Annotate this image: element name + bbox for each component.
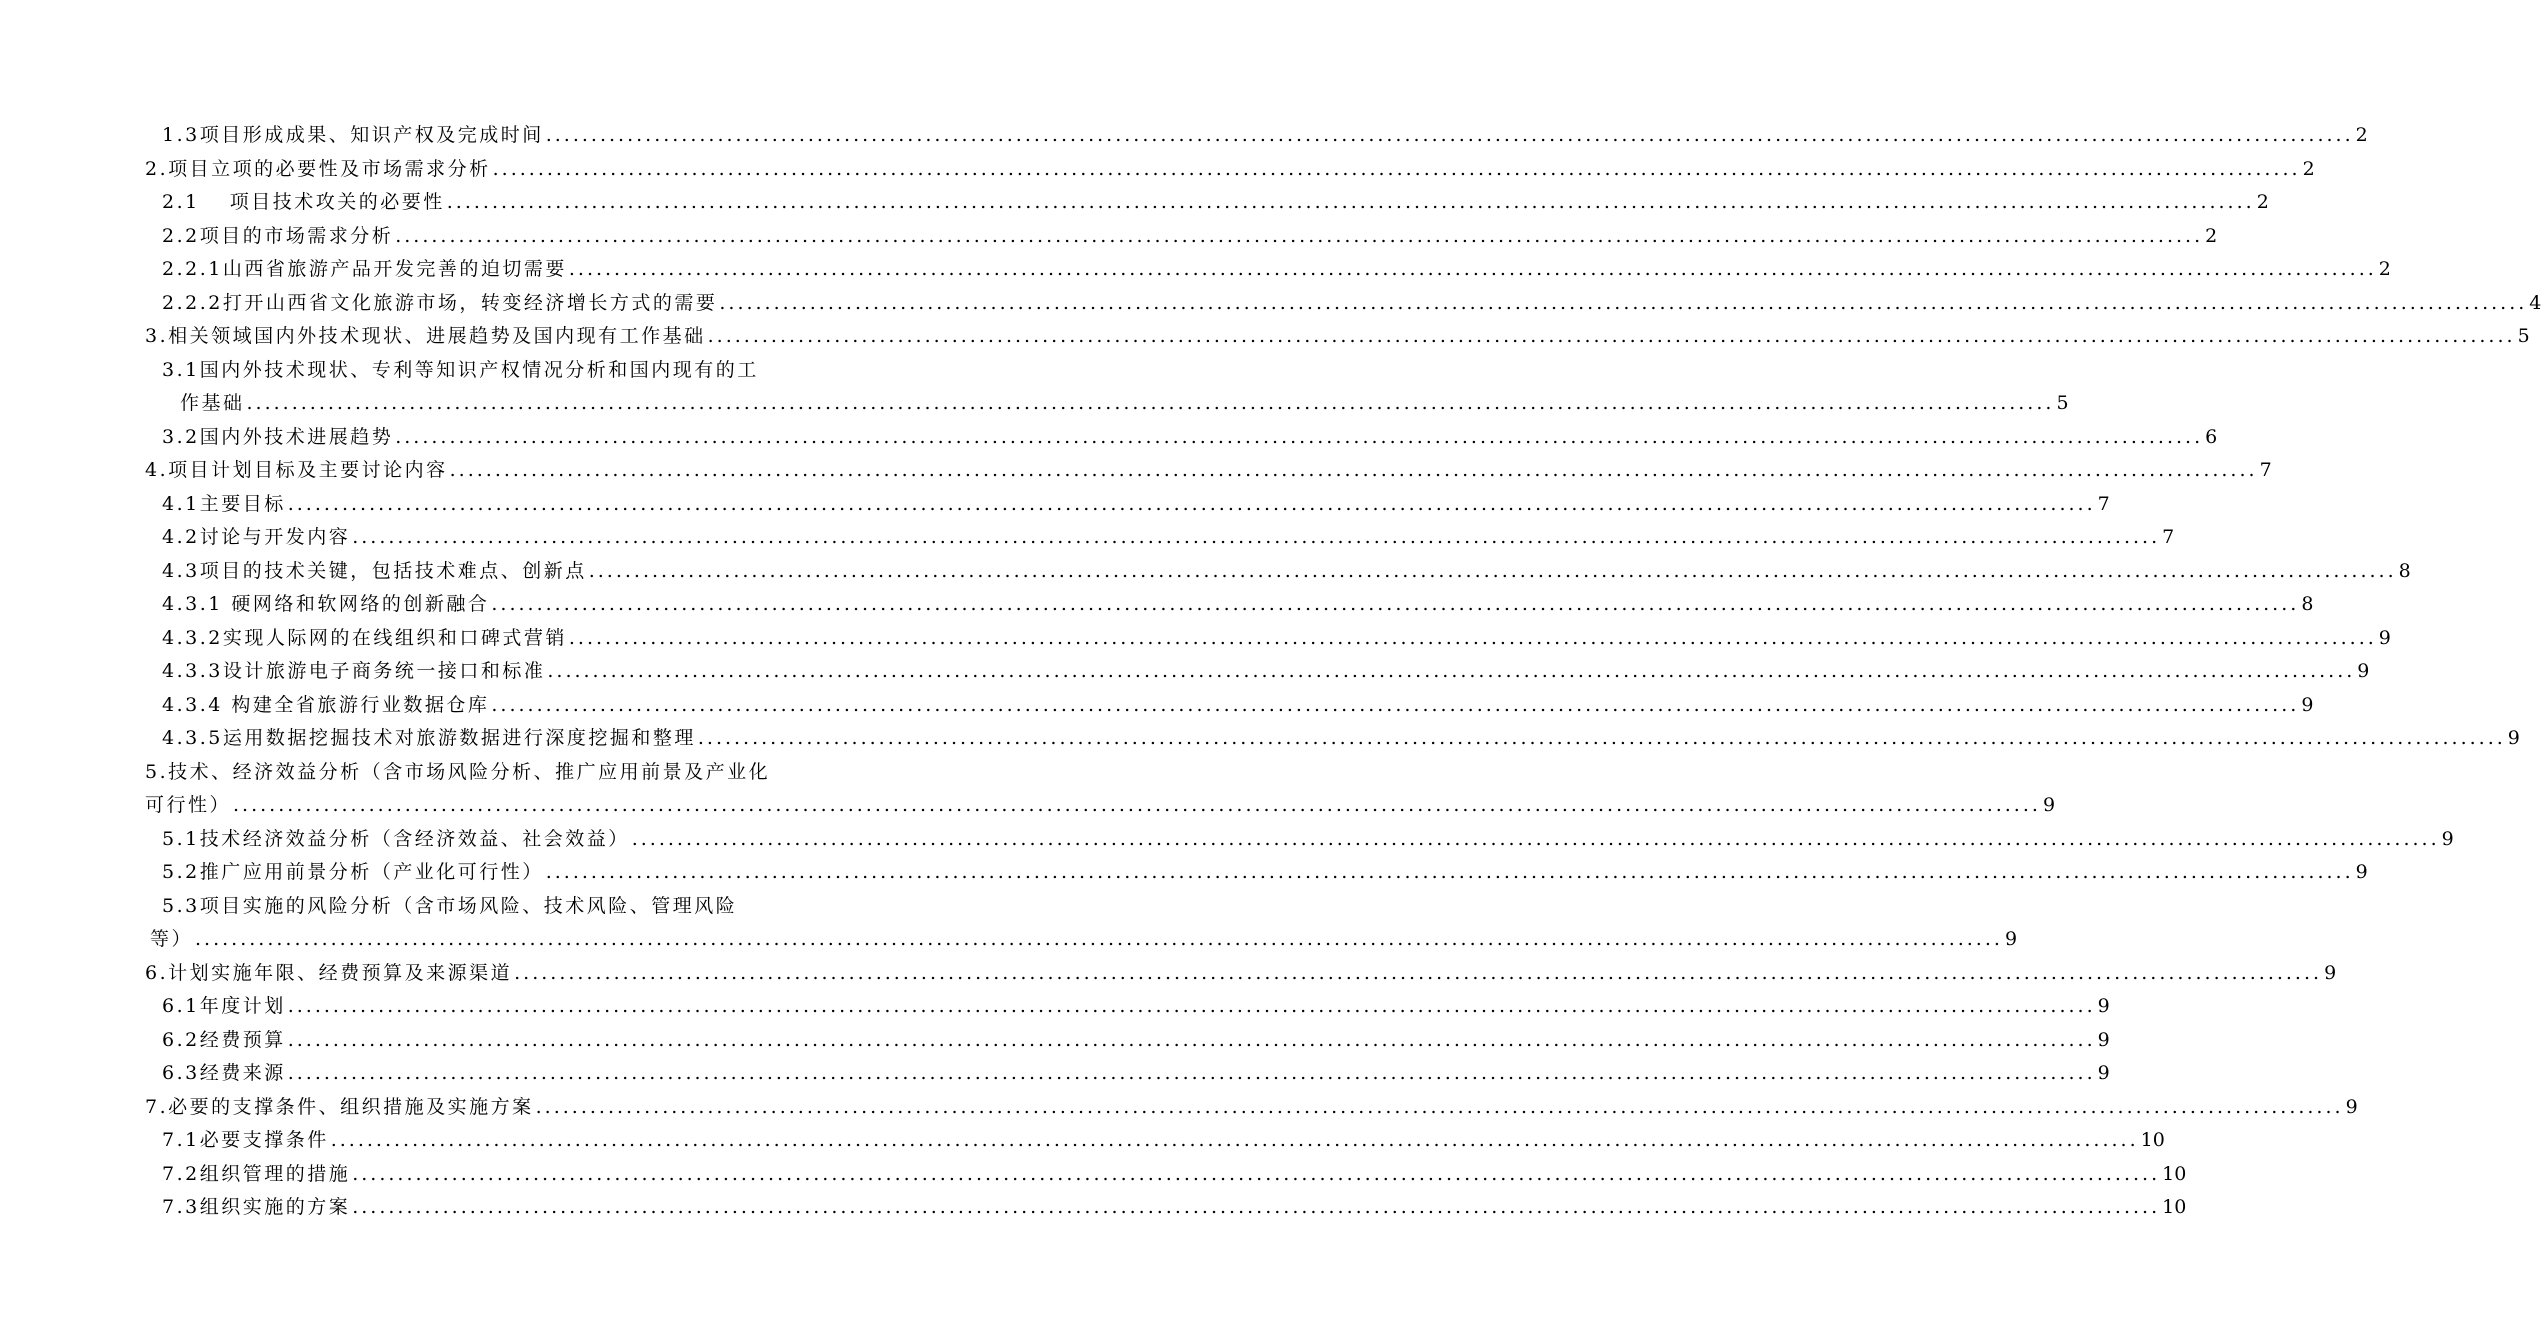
toc-page-number: 2: [2378, 258, 2391, 280]
toc-dot-leader: ........................................................................................................................................................................................................: [719, 291, 2528, 314]
toc-entry[interactable]: [162, 589, 2314, 619]
toc-entry[interactable]: [162, 187, 2269, 217]
toc-entry-title: 4.3.3设计旅游电子商务统一接口和标准: [162, 660, 546, 682]
toc-entry-title: 2.项目立项的必要性及市场需求分析: [145, 157, 491, 180]
toc-dot-leader: ........................................................................................................................................................................................................: [287, 995, 2096, 1017]
toc-page-number: 9: [2042, 794, 2056, 816]
toc-entry-title: 4.3.2实现人际网的在线组织和口碑式营销: [162, 626, 567, 649]
toc-entry[interactable]: [162, 120, 2368, 150]
toc-dot-leader: ........................................................................................................................................................................................................: [233, 794, 2041, 816]
toc-entry[interactable]: [162, 254, 2391, 284]
toc-entry[interactable]: [162, 556, 2411, 586]
toc-entry[interactable]: [162, 489, 2110, 519]
toc-entry-title: 作基础: [180, 392, 245, 414]
toc-dot-leader: ........................................................................................................................................................................................................: [287, 492, 2096, 515]
toc-entry-title: 2.2.1山西省旅游产品开发完善的迫切需要: [162, 258, 567, 280]
toc-entry-title: 2.2项目的市场需求分析: [162, 224, 394, 247]
toc-page-number: 9: [2004, 928, 2018, 950]
toc-dot-leader: ........................................................................................................................................................................................................: [491, 693, 2300, 716]
toc-entry[interactable]: [150, 924, 2018, 954]
toc-page-number: 5: [2517, 325, 2530, 347]
toc-dot-leader: ........................................................................................................................................................................................................: [545, 124, 2354, 146]
toc-page-number: 9: [2355, 861, 2368, 883]
toc-page-number: 2: [2205, 224, 2218, 247]
toc-entry-title: 3.1国内外技术现状、专利等知识产权情况分析和国内现有的工: [162, 358, 759, 381]
toc-page-number: 9: [2301, 693, 2314, 716]
toc-page-number: 2: [2302, 157, 2315, 180]
toc-page-number: 2: [2256, 191, 2269, 213]
toc-entry[interactable]: [145, 790, 2056, 820]
toc-entry-title: 1.3项目形成成果、知识产权及完成时间: [162, 124, 544, 146]
toc-entry-title: 7.2组织管理的措施: [162, 1162, 351, 1185]
toc-entry-title: 4.1主要目标: [162, 492, 286, 515]
toc-entry[interactable]: [162, 891, 790, 921]
toc-dot-leader: ........................................................................................................................................................................................................: [330, 1129, 2139, 1151]
toc-page-number: 9: [2357, 660, 2370, 682]
toc-page-number: 10: [2162, 1196, 2187, 1218]
toc-dot-leader: ........................................................................................................................................................................................................: [547, 660, 2356, 682]
toc-entry[interactable]: [162, 221, 2218, 251]
toc-page-number: 5: [2056, 392, 2069, 414]
toc-entry-title: 5.技术、经济效益分析（含市场风险分析、推广应用前景及产业化: [145, 760, 771, 783]
toc-entry-title: 3.相关领域国内外技术现状、进展趋势及国内现有工作基础: [145, 325, 706, 347]
toc-dot-leader: ........................................................................................................................................................................................................: [395, 224, 2204, 247]
toc-dot-leader: ........................................................................................................................................................................................................: [195, 928, 2003, 950]
toc-dot-leader: ........................................................................................................................................................................................................: [246, 392, 2055, 414]
toc-page-number: 2: [2355, 124, 2368, 146]
toc-dot-leader: ........................................................................................................................................................................................................: [588, 559, 2397, 582]
toc-entry-title: 可行性）: [145, 794, 232, 816]
toc-page-number: 8: [2398, 559, 2411, 582]
toc-entry-title: 6.1年度计划: [162, 995, 286, 1017]
toc-entry-title: 3.2国内外技术进展趋势: [162, 425, 394, 448]
toc-entry-title: 5.3项目实施的风险分析（含市场风险、技术风险、管理风险: [162, 894, 738, 917]
toc-entry-title: 4.2讨论与开发内容: [162, 526, 351, 548]
toc-page-number: 9: [2507, 727, 2520, 749]
toc-entry[interactable]: [145, 1092, 2358, 1122]
toc-page-number: 9: [2324, 961, 2337, 984]
toc-entry[interactable]: [145, 757, 806, 787]
toc-page-number: 4: [2529, 291, 2541, 314]
toc-entry-title: 7.必要的支撑条件、组织措施及实施方案: [145, 1095, 534, 1118]
toc-dot-leader: ........................................................................................................................................................................................................: [352, 526, 2161, 548]
toc-entry[interactable]: [162, 288, 2541, 318]
toc-entry[interactable]: [162, 1159, 2187, 1189]
toc-dot-leader: ........................................................................................................................................................................................................: [449, 459, 2258, 481]
toc-entry-title: 5.1技术经济效益分析（含经济效益、社会效益）: [162, 827, 630, 850]
toc-page-number: 9: [2097, 1028, 2110, 1051]
toc-entry-title: 4.项目计划目标及主要讨论内容: [145, 459, 448, 481]
toc-entry-title: 5.2推广应用前景分析（产业化可行性）: [162, 861, 544, 883]
toc-entry[interactable]: [162, 1192, 2187, 1222]
toc-entry[interactable]: [162, 422, 2218, 452]
toc-entry[interactable]: [145, 455, 2272, 485]
toc-entry-title: 6.3经费来源: [162, 1062, 286, 1084]
toc-entry-title: 4.3项目的技术关键，包括技术难点、创新点: [162, 559, 587, 582]
toc-dot-leader: ........................................................................................................................................................................................................: [491, 593, 2300, 615]
toc-dot-leader: ........................................................................................................................................................................................................: [287, 1062, 2096, 1084]
toc-entry[interactable]: [162, 522, 2175, 552]
toc-entry[interactable]: [162, 723, 2520, 753]
toc-dot-leader: ........................................................................................................................................................................................................: [395, 425, 2204, 448]
toc-page-number: 9: [2097, 995, 2110, 1017]
toc-dot-leader: ........................................................................................................................................................................................................: [568, 626, 2377, 649]
toc-entry-title: 7.1必要支撑条件: [162, 1129, 329, 1151]
toc-entry[interactable]: [162, 1025, 2110, 1055]
toc-dot-leader: ........................................................................................................................................................................................................: [535, 1095, 2344, 1118]
toc-entry[interactable]: [162, 1058, 2110, 1088]
toc-entry-title: 等）: [150, 928, 194, 950]
toc-page-number: 9: [2378, 626, 2391, 649]
toc-entry[interactable]: [162, 623, 2391, 653]
toc-dot-leader: ........................................................................................................................................................................................................: [352, 1196, 2161, 1218]
toc-entry[interactable]: [145, 958, 2337, 988]
toc-page-number: 9: [2441, 827, 2454, 850]
toc-dot-leader: ........................................................................................................................................................................................................: [446, 191, 2255, 213]
toc-dot-leader: ........................................................................................................................................................................................................: [492, 157, 2301, 180]
toc-dot-leader: ........................................................................................................................................................................................................: [545, 861, 2354, 883]
toc-dot-leader: ........................................................................................................................................................................................................: [514, 961, 2323, 984]
toc-entry-title: 2.2.2打开山西省文化旅游市场，转变经济增长方式的需要: [162, 291, 718, 314]
toc-entry[interactable]: [145, 154, 2315, 184]
toc-entry[interactable]: [180, 388, 2069, 418]
toc-page-number: 10: [2162, 1162, 2187, 1185]
toc-page-number: 7: [2162, 526, 2175, 548]
toc-entry[interactable]: [162, 824, 2454, 854]
toc-dot-leader: ........................................................................................................................................................................................................: [707, 325, 2516, 347]
toc-page-number: 8: [2301, 593, 2314, 615]
toc-entry-title: 6.2经费预算: [162, 1028, 286, 1051]
toc-page-number: 9: [2345, 1095, 2358, 1118]
toc-dot-leader: ........................................................................................................................................................................................................: [568, 258, 2377, 280]
toc-page-number: 6: [2205, 425, 2218, 448]
toc-entry-title: 4.3.5运用数据挖掘技术对旅游数据进行深度挖掘和整理: [162, 727, 696, 749]
toc-entry[interactable]: [162, 991, 2110, 1021]
toc-dot-leader: ........................................................................................................................................................................................................: [287, 1028, 2096, 1051]
toc-entry-title: 2.1 项目技术攻关的必要性: [162, 191, 445, 213]
toc-page-number: 10: [2140, 1129, 2165, 1151]
toc-entry-title: 4.3.1 硬网络和软网络的创新融合: [162, 593, 490, 615]
toc-page-number: 9: [2097, 1062, 2110, 1084]
toc-entry[interactable]: [162, 656, 2370, 686]
toc-entry[interactable]: [162, 1125, 2165, 1155]
toc-entry[interactable]: [162, 690, 2314, 720]
toc-dot-leader: ........................................................................................................................................................................................................: [697, 727, 2506, 749]
toc-dot-leader: ........................................................................................................................................................................................................: [631, 827, 2440, 850]
toc-entry-title: 7.3组织实施的方案: [162, 1196, 351, 1218]
toc-page-number: 7: [2097, 492, 2110, 515]
toc-entry[interactable]: [162, 857, 2368, 887]
toc-entry[interactable]: [145, 321, 2530, 351]
toc-entry[interactable]: [162, 355, 790, 385]
toc-entry-title: 4.3.4 构建全省旅游行业数据仓库: [162, 693, 490, 716]
toc-page-number: 7: [2259, 459, 2272, 481]
toc-dot-leader: ........................................................................................................................................................................................................: [352, 1162, 2161, 1185]
toc-entry-title: 6.计划实施年限、经费预算及来源渠道: [145, 961, 513, 984]
